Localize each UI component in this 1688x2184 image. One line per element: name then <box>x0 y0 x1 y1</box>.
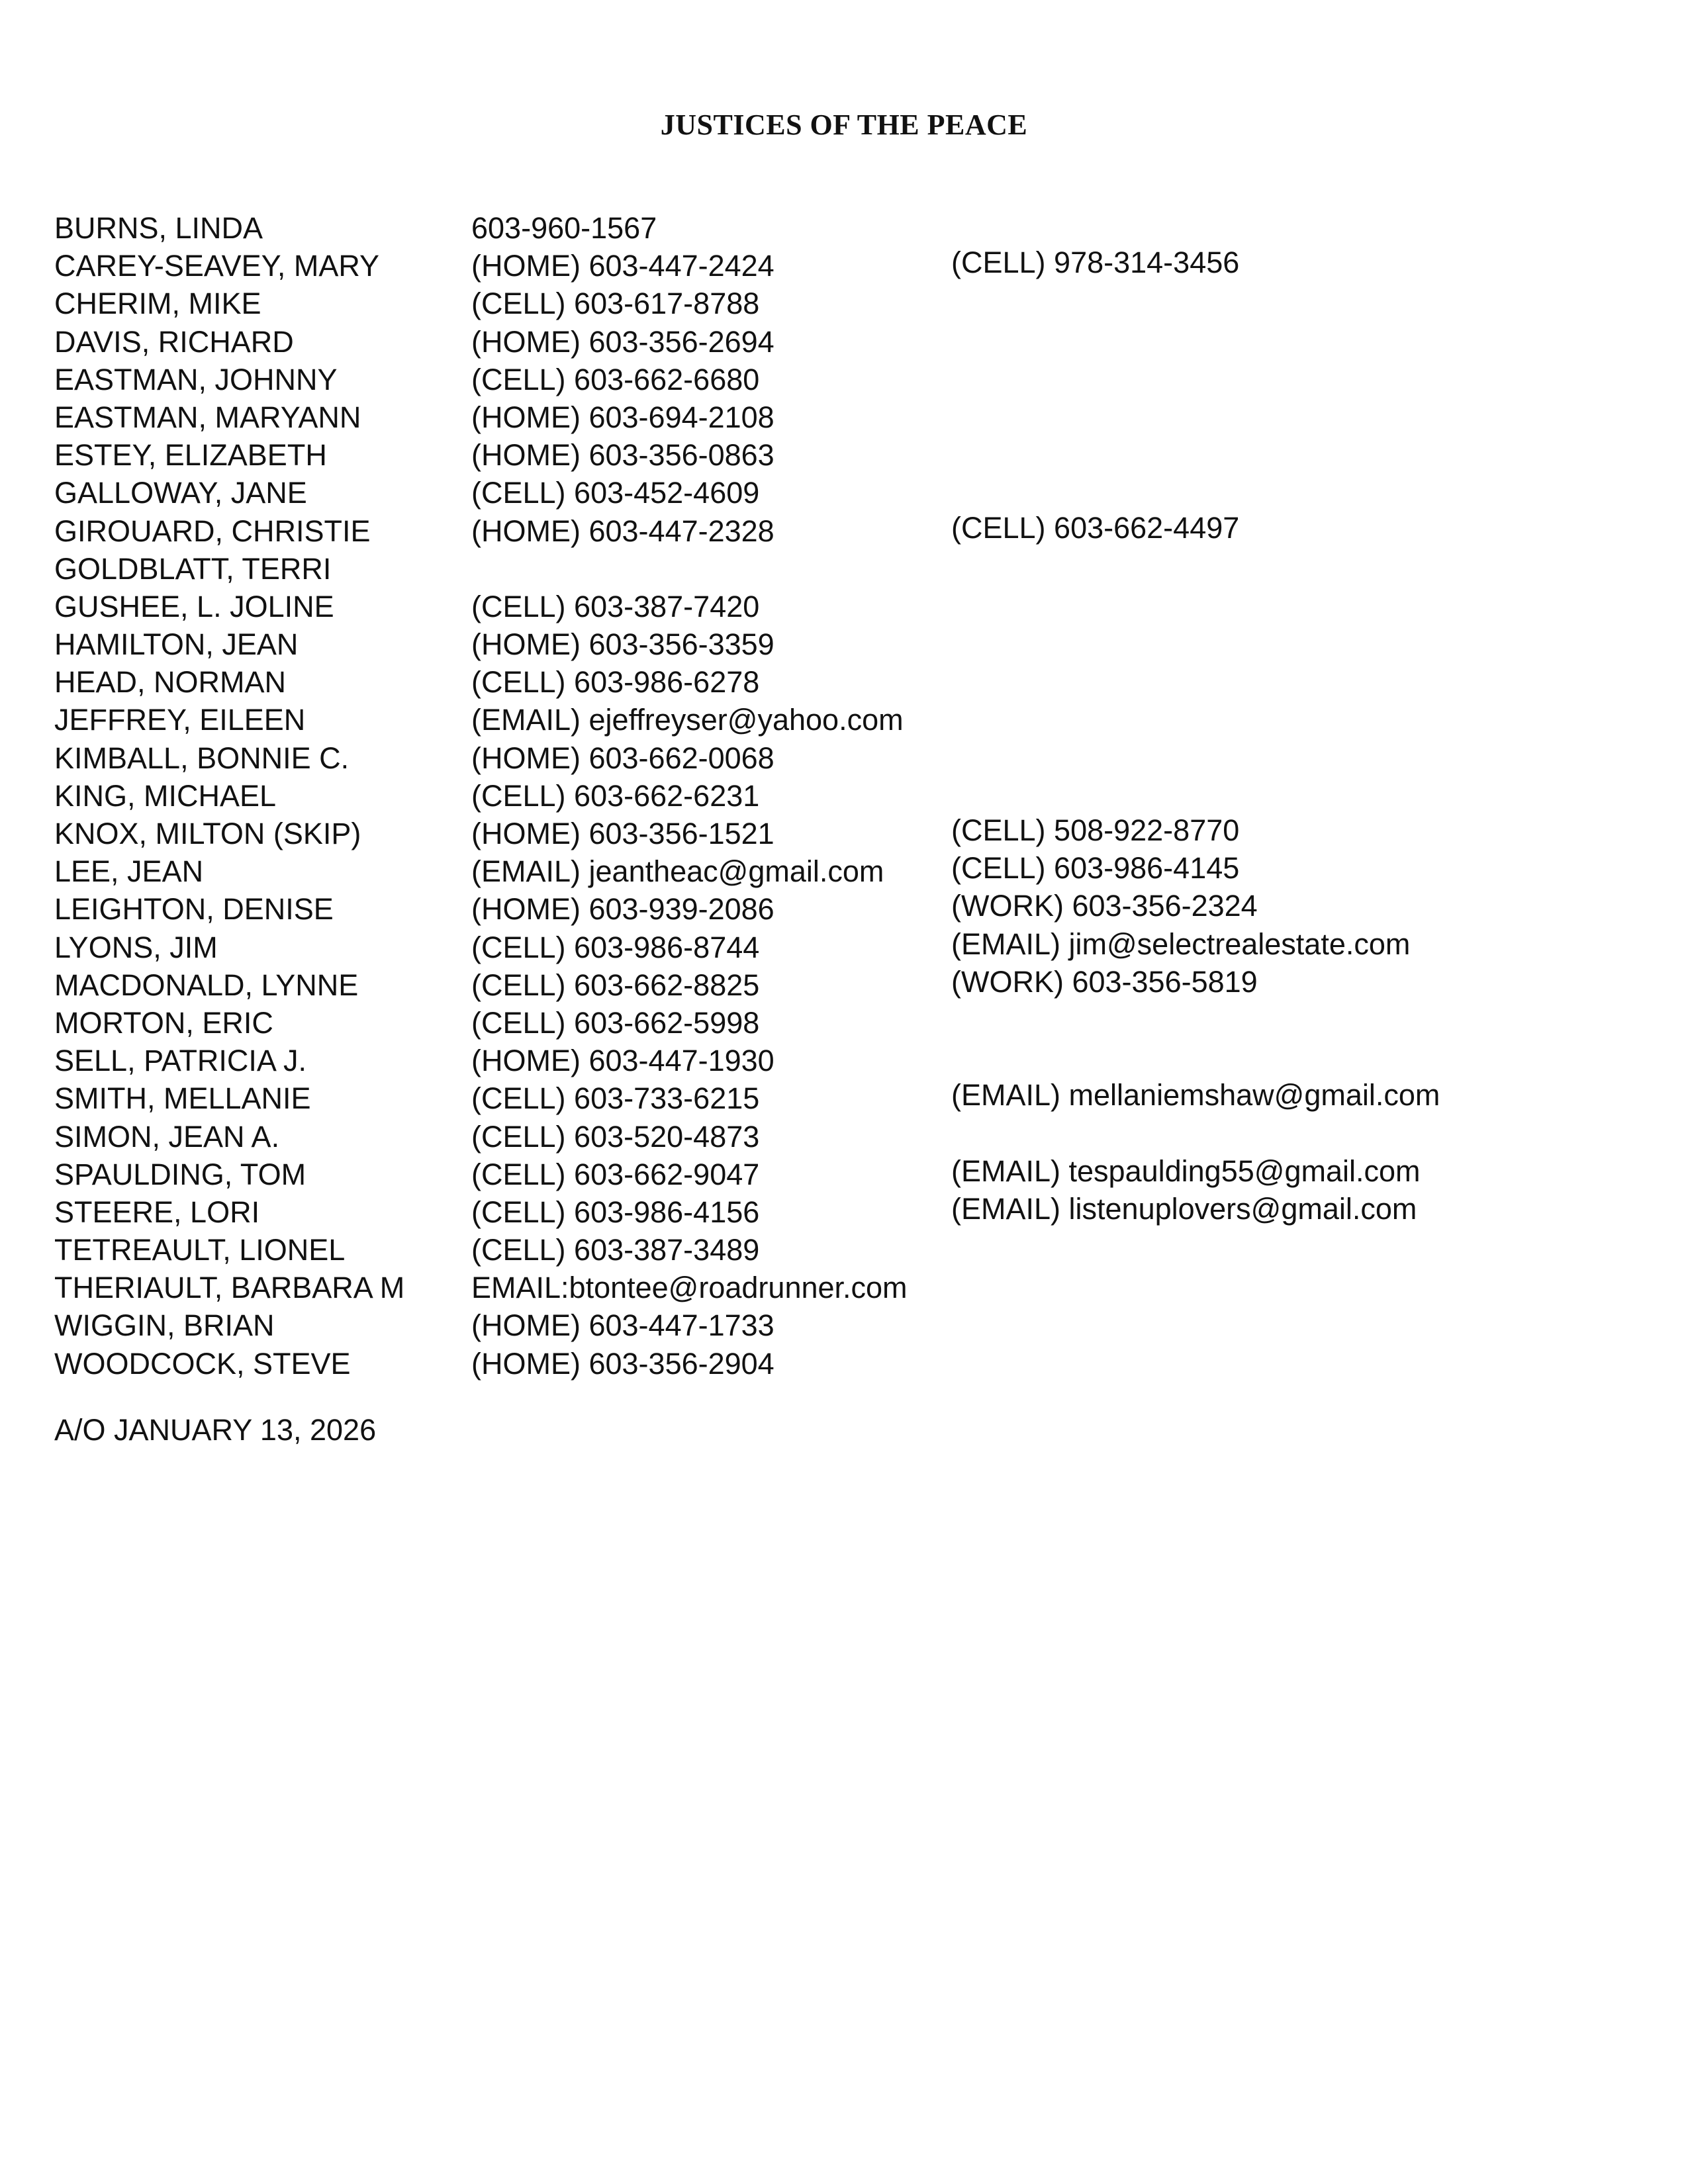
contact-primary: EMAIL:btontee@roadrunner.com <box>471 1271 908 1305</box>
list-item <box>54 323 1643 361</box>
contact-secondary: (EMAIL) mellaniemshaw@gmail.com <box>951 1078 1440 1113</box>
list-item <box>54 247 1643 285</box>
list-item <box>54 1345 1643 1383</box>
justice-name: KNOX, MILTON (SKIP) <box>54 817 361 850</box>
justice-name: GUSHEE, L. JOLINE <box>54 589 334 623</box>
list-item <box>54 1156 1643 1193</box>
contact-primary: (CELL) 603-662-8825 <box>471 968 760 1002</box>
justice-name: ESTEY, ELIZABETH <box>54 438 327 473</box>
list-item <box>54 929 1643 966</box>
contact-primary: (HOME) 603-447-2424 <box>471 249 774 283</box>
contact-primary: (CELL) 603-986-6278 <box>471 665 760 700</box>
list-item <box>54 1118 1643 1156</box>
list-item <box>54 663 1643 701</box>
contact-primary: (HOME) 603-356-1521 <box>471 817 774 850</box>
justice-name: HAMILTON, JEAN <box>54 627 299 662</box>
page-title: JUSTICES OF THE PEACE <box>660 109 1028 141</box>
justice-name: HEAD, NORMAN <box>54 665 287 700</box>
contact-primary: (EMAIL) jeantheac@gmail.com <box>471 854 884 889</box>
justice-name: DAVIS, RICHARD <box>54 324 294 359</box>
justice-name: BURNS, LINDA <box>54 211 263 245</box>
contact-primary: (HOME) 603-447-1733 <box>471 1308 774 1343</box>
justice-name: TETREAULT, LIONEL <box>54 1233 346 1267</box>
list-item <box>54 815 1643 852</box>
list-item <box>54 361 1643 398</box>
justice-name: GIROUARD, CHRISTIE <box>54 514 371 548</box>
justice-name: SPAULDING, TOM <box>54 1157 306 1191</box>
justice-name: WOODCOCK, STEVE <box>54 1346 351 1381</box>
list-item <box>54 398 1643 436</box>
list-item <box>54 285 1643 322</box>
justice-name: EASTMAN, MARYANN <box>54 400 361 434</box>
contact-primary: (CELL) 603-387-3489 <box>471 1233 760 1267</box>
contact-primary: (CELL) 603-662-6231 <box>471 778 760 813</box>
contact-secondary: (EMAIL) jim@selectrealestate.com <box>951 927 1411 961</box>
justice-name: MACDONALD, LYNNE <box>54 968 359 1002</box>
as-of-date: A/O JANUARY 13, 2026 <box>54 1413 377 1447</box>
justice-name: LEE, JEAN <box>54 854 204 889</box>
contact-secondary: (WORK) 603-356-2324 <box>951 889 1258 923</box>
contact-secondary: (EMAIL) listenuplovers@gmail.com <box>951 1191 1417 1226</box>
justice-name: MORTON, ERIC <box>54 1005 273 1040</box>
contact-secondary: (CELL) 508-922-8770 <box>951 813 1240 847</box>
contact-secondary: (WORK) 603-356-5819 <box>951 964 1258 999</box>
list-item <box>54 474 1643 512</box>
contact-secondary: (CELL) 978-314-3456 <box>951 246 1240 280</box>
contact-primary: (CELL) 603-662-6680 <box>471 362 760 396</box>
justice-name: KIMBALL, BONNIE C. <box>54 741 350 775</box>
contact-primary: (HOME) 603-356-0863 <box>471 438 774 473</box>
list-item <box>54 588 1643 625</box>
list-item <box>54 1079 1643 1117</box>
contact-primary: (HOME) 603-939-2086 <box>471 892 774 927</box>
justice-name: EASTMAN, JOHNNY <box>54 362 338 396</box>
list-item <box>54 777 1643 815</box>
contact-primary: (CELL) 603-452-4609 <box>471 476 760 510</box>
list-item <box>54 550 1643 588</box>
list-item <box>54 625 1643 663</box>
contact-primary: (HOME) 603-447-1930 <box>471 1044 774 1078</box>
contact-primary: (CELL) 603-986-4156 <box>471 1195 760 1229</box>
list-item <box>54 739 1643 777</box>
justice-name: SIMON, JEAN A. <box>54 1119 280 1154</box>
justice-name: THERIAULT, BARBARA M <box>54 1271 405 1305</box>
contact-primary: (CELL) 603-662-5998 <box>471 1005 760 1040</box>
contact-primary: (CELL) 603-662-9047 <box>471 1157 760 1191</box>
contact-primary: (CELL) 603-520-4873 <box>471 1119 760 1154</box>
contact-primary: (HOME) 603-694-2108 <box>471 400 774 434</box>
justice-name: JEFFREY, EILEEN <box>54 703 306 737</box>
contact-primary: (HOME) 603-447-2328 <box>471 514 774 548</box>
contact-secondary: (EMAIL) tespaulding55@gmail.com <box>951 1154 1421 1188</box>
contact-primary: (CELL) 603-387-7420 <box>471 589 760 623</box>
list-item <box>54 852 1643 890</box>
contact-primary: (CELL) 603-617-8788 <box>471 287 760 321</box>
contact-primary: (HOME) 603-356-3359 <box>471 627 774 662</box>
justice-name: KING, MICHAEL <box>54 778 277 813</box>
justice-name: GALLOWAY, JANE <box>54 476 307 510</box>
list-item <box>54 1193 1643 1231</box>
justice-name: WIGGIN, BRIAN <box>54 1308 275 1343</box>
list-item <box>54 966 1643 1004</box>
justice-name: LYONS, JIM <box>54 930 218 964</box>
contact-primary: (CELL) 603-986-8744 <box>471 930 760 964</box>
contact-primary: 603-960-1567 <box>471 211 657 245</box>
justice-name: SMITH, MELLANIE <box>54 1081 311 1116</box>
justice-name: GOLDBLATT, TERRI <box>54 551 332 586</box>
contact-secondary: (CELL) 603-662-4497 <box>951 510 1240 545</box>
justice-name: SELL, PATRICIA J. <box>54 1044 306 1078</box>
contact-primary: (HOME) 603-356-2904 <box>471 1346 774 1381</box>
list-item <box>54 436 1643 474</box>
contact-primary: (HOME) 603-356-2694 <box>471 324 774 359</box>
contact-secondary: (CELL) 603-986-4145 <box>951 851 1240 886</box>
justice-name: CHERIM, MIKE <box>54 287 261 321</box>
justice-name: CAREY-SEAVEY, MARY <box>54 249 380 283</box>
directory-list <box>54 209 1643 1383</box>
justice-name: LEIGHTON, DENISE <box>54 892 334 927</box>
list-item <box>54 512 1643 550</box>
contact-primary: (HOME) 603-662-0068 <box>471 741 774 775</box>
list-item <box>54 1306 1643 1344</box>
list-item <box>54 890 1643 928</box>
contact-primary: (EMAIL) ejeffreyser@yahoo.com <box>471 703 904 737</box>
list-item <box>54 1042 1643 1079</box>
list-item <box>54 1004 1643 1042</box>
list-item <box>54 1269 1643 1306</box>
list-item <box>54 1231 1643 1269</box>
list-item <box>54 701 1643 739</box>
contact-primary: (CELL) 603-733-6215 <box>471 1081 760 1116</box>
list-item <box>54 209 1643 247</box>
justice-name: STEERE, LORI <box>54 1195 260 1229</box>
